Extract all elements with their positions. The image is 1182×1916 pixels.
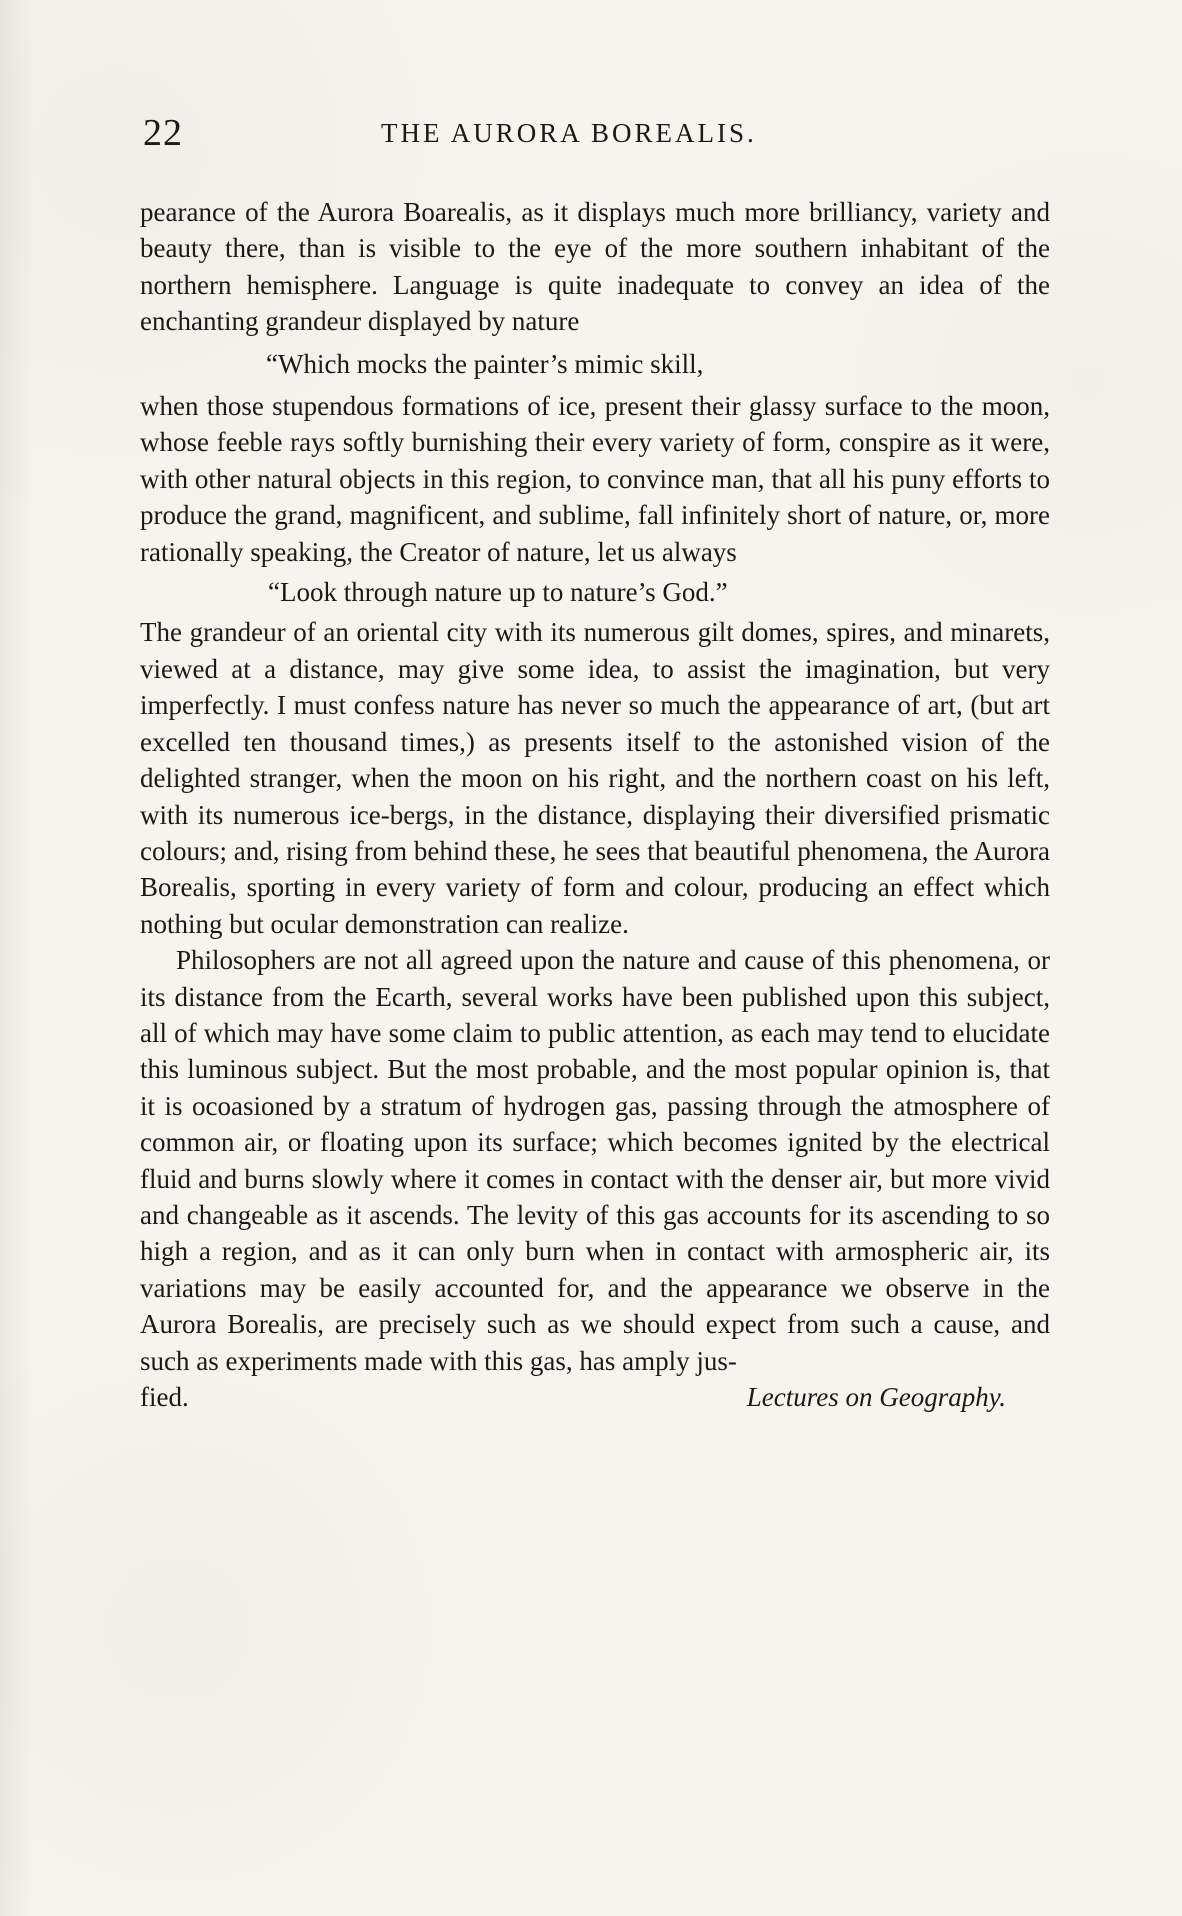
page-title: THE AURORA BOREALIS. — [381, 118, 757, 148]
closing-word: fied. — [140, 1382, 189, 1412]
paragraph-3: The grandeur of an oriental city with its numerous gilt domes, spires, and minarets, viewed at a distance, may give some idea, to assist the imagination, but very imperfectly. I must confess nature has never so much the appearance of art, (but art excelled ten thousand times,) as presents itself to the astonished vision of the delighted stranger, when the moon on his right, and the northern coast on his left, with its numerous ice-bergs, in the distance, displaying their diversified prismatic colours; and, rising from behind these, he sees that beautiful phenomena, the Aurora Borealis, sporting in every variety of form and colour, producing an effect which nothing but ocular demonstration can realize. — [140, 617, 1050, 939]
quotation-2: “Look through nature up to nature’s God.” — [268, 577, 728, 608]
body-text — [140, 194, 1050, 1419]
running-header — [143, 108, 1023, 158]
quotation-1: “Which mocks the painter’s mimic skill, — [266, 348, 704, 379]
page-edge-shadow — [0, 0, 34, 1916]
paragraph-2: when those stupendous formations of ice, present their glassy surface to the moon, whose feeble rays softly burnishing their every variety of form, conspire as it were, with other natural objects in this region, to convince man, that all his puny efforts to produce the grand, magnificent, and sublime, fall infinitely short of nature, or, more rationally speaking, the Creator of nature, let us always — [140, 391, 1050, 567]
source-citation: Lectures on Geography. — [746, 1382, 1006, 1412]
paragraph-4: Philosophers are not all agreed upon the nature and cause of this phenomena, or its distance from the Ecarth, several works have been published upon this subject, all of which may have some claim to public attention, as each may tend to elucidate this luminous subject. But the most probable, and the most popular opinion is, that it is ocoasioned by a stratum of hydrogen gas, passing through the atmosphere of common air, or floating upon its surface; which becomes ignited by the electrical fluid and burns slowly where it comes in contact with the denser air, but more vivid and changeable as it ascends. The levity of this gas accounts for its ascending to so high a region, and as it can only burn when in contact with armospheric air, its variations may be easily accounted for, and the appearance we observe in the Aurora Borealis, are precisely such as we should expect from such a cause, and such as experiments made with this gas, has amply jus- — [140, 945, 1050, 1376]
page-number: 22 — [143, 112, 183, 154]
paragraph-1: pearance of the Aurora Boarealis, as it displays much more brilliancy, variety and beauty there, than is visible to the eye of the more southern inhabitant of the northern hemisphere. Language is quite inadequate to convey an idea of the enchanting grandeur displayed by nature — [140, 197, 1050, 337]
source-line — [140, 1379, 1050, 1419]
